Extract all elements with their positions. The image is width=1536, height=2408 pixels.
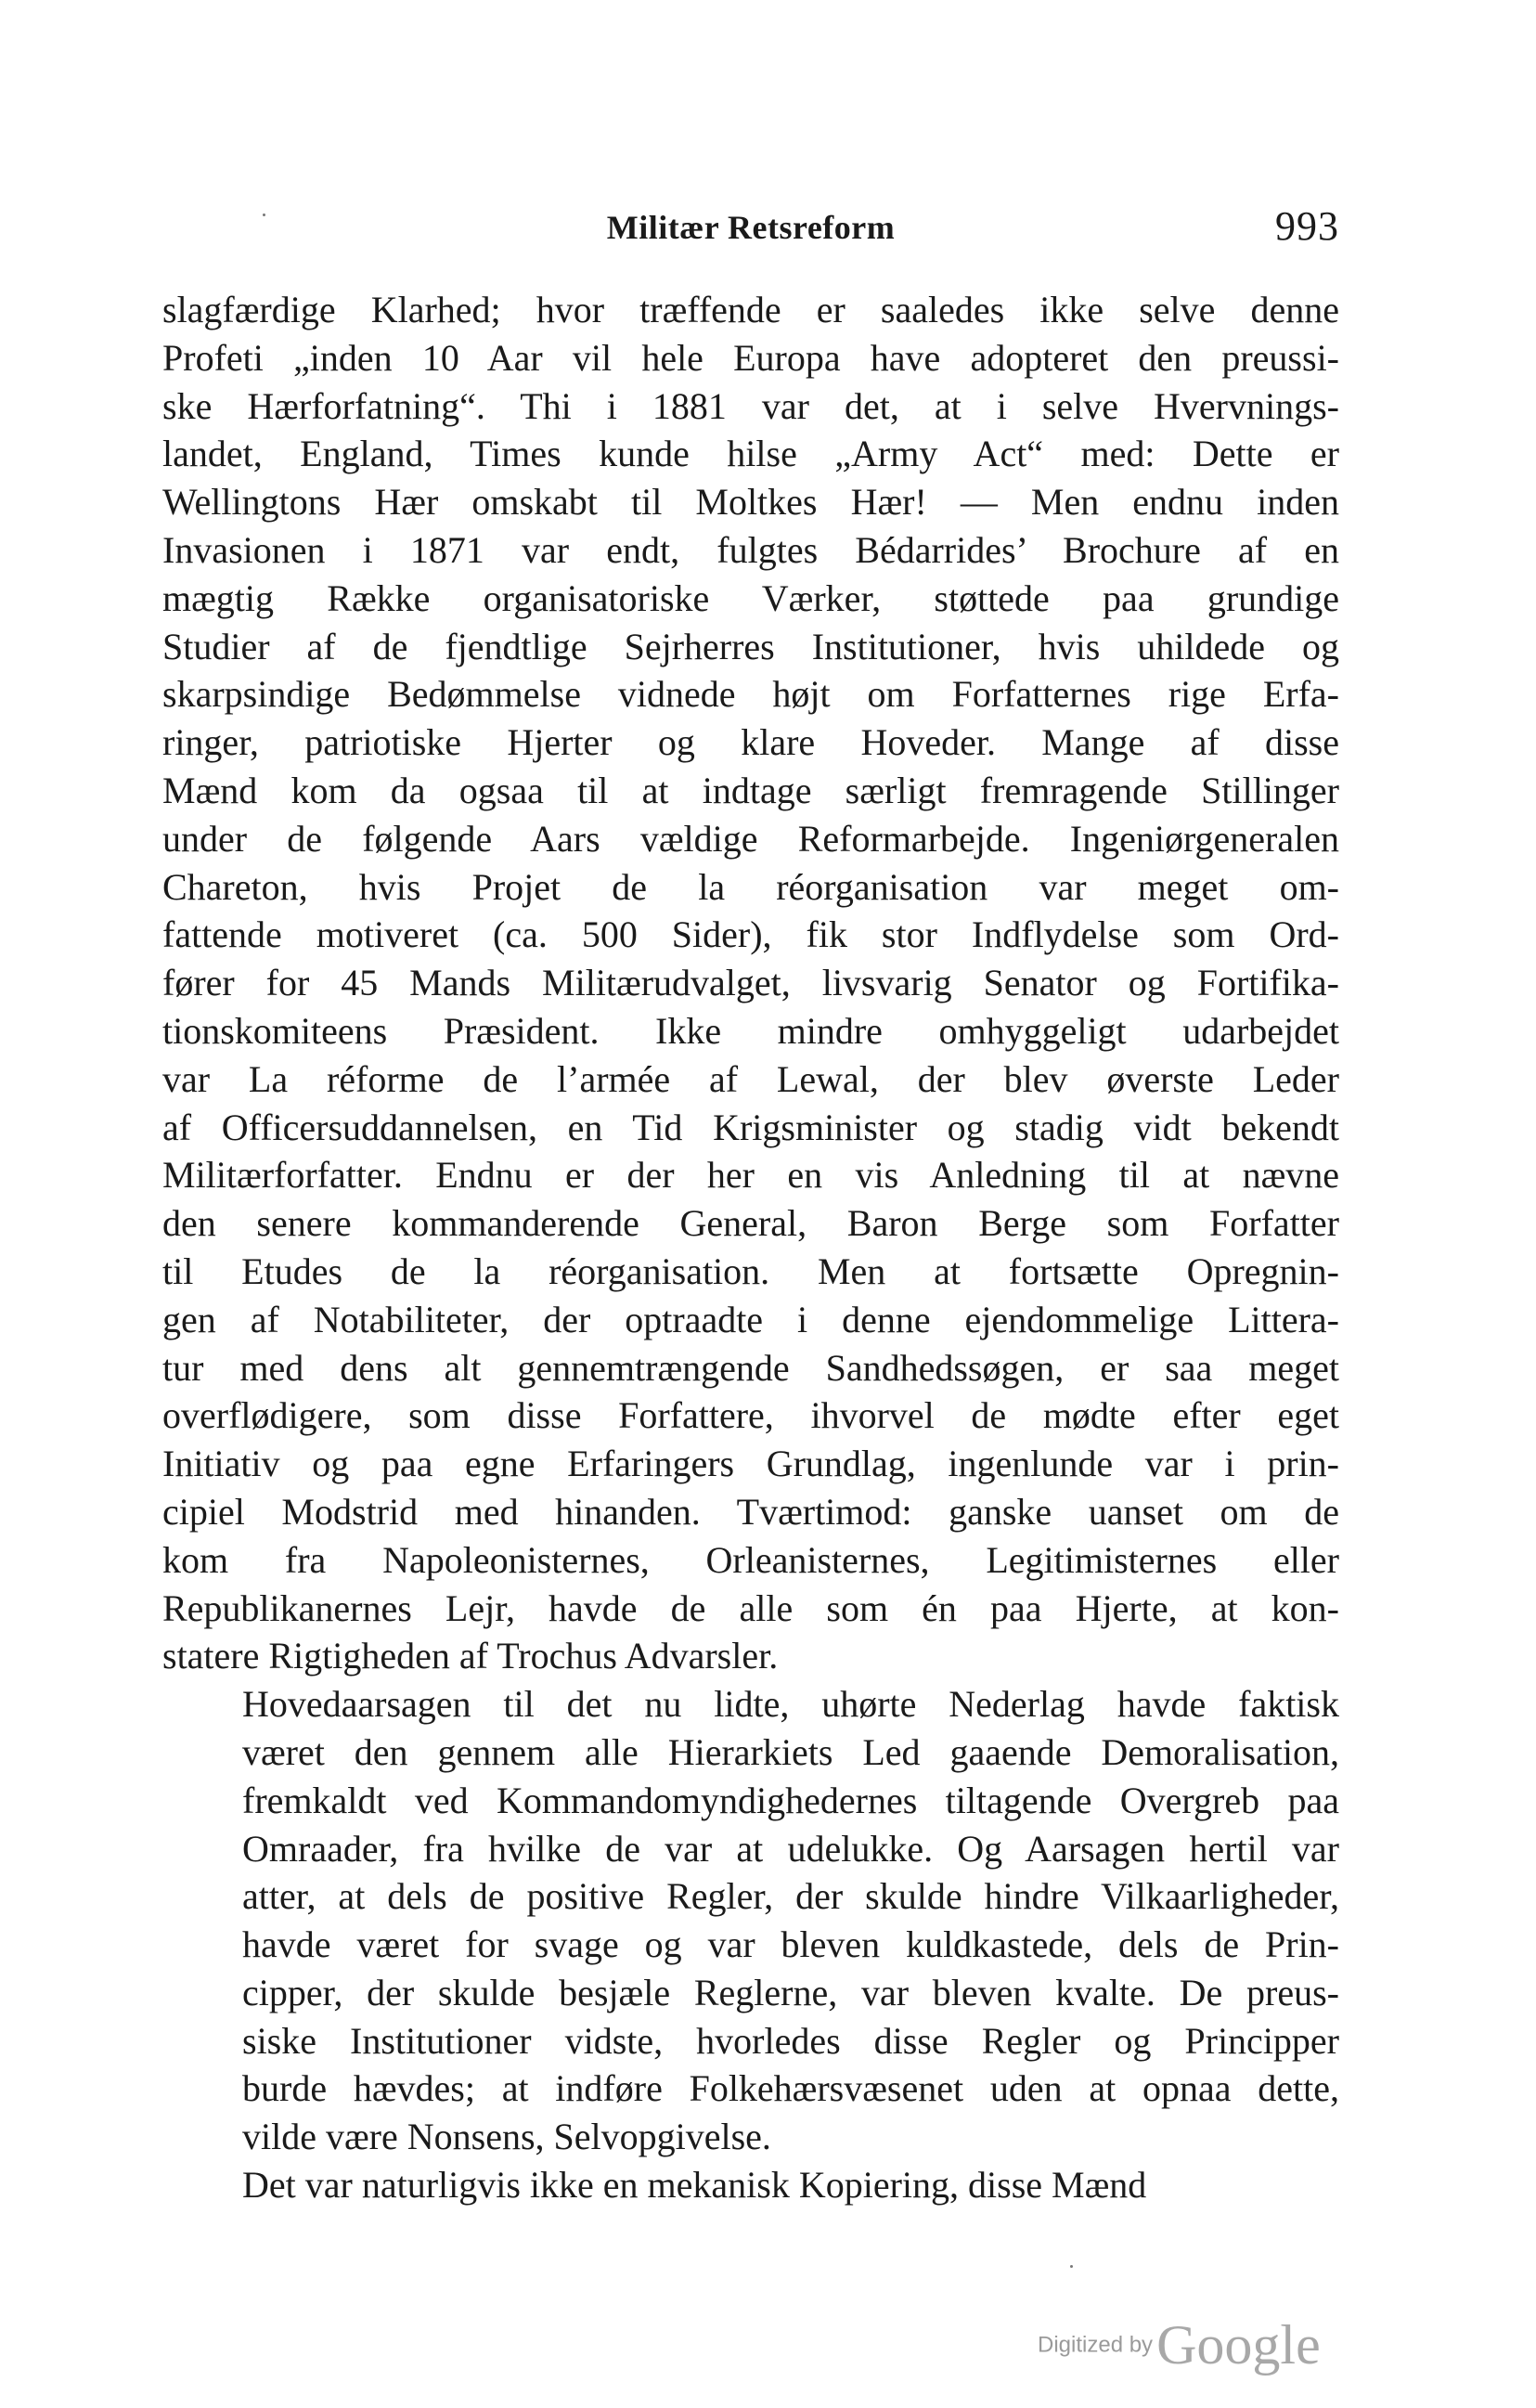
text-line: overflødigere, som disse Forfattere, ihvorvel de mødte efter eget xyxy=(162,1394,1339,1437)
text-line: Hovedaarsagen til det nu lidte, uhørte Nederlag havde faktisk xyxy=(242,1683,1339,1726)
page-header xyxy=(162,202,1339,258)
paragraph xyxy=(162,2161,1339,2209)
page-body xyxy=(162,286,1339,2209)
text-line: Omraader, fra hvilke de var at udelukke. Og Aarsagen hertil var xyxy=(242,1827,1339,1870)
text-line: af Officersuddannelsen, en Tid Krigsminister og stadig vidt bekendt xyxy=(162,1106,1339,1148)
text-line: Invasionen i 1871 var endt, fulgtes Bédarrides’ Brochure af en xyxy=(162,528,1339,571)
text-line: været den gennem alle Hierarkiets Led gaaende Demoralisation, xyxy=(242,1730,1339,1773)
text-line: den senere kommanderende General, Baron Berge som Forfatter xyxy=(162,1202,1339,1245)
text-line: fører for 45 Mands Militærudvalget, livsvarig Senator og Fortifika- xyxy=(162,962,1339,1004)
text-line: Republikanernes Lejr, havde de alle som én paa Hjerte, at kon- xyxy=(162,1586,1339,1629)
book-page xyxy=(162,0,1339,2408)
text-line: burde hævdes; at indføre Folkehærsvæsenet uden at opnaa dette, xyxy=(242,2067,1339,2110)
text-line: gen af Notabiliteter, der optraadte i denne ejendommelige Littera- xyxy=(162,1298,1339,1340)
digitized-watermark xyxy=(1038,2313,1321,2377)
text-line: tur med dens alt gennemtrængende Sandhedssøgen, er saa meget xyxy=(162,1346,1339,1389)
text-line: landet, England, Times kunde hilse „Army Act“ med: Dette er xyxy=(162,433,1339,475)
text-line: siske Institutioner vidste, hvorledes disse Regler og Principper xyxy=(242,2019,1339,2062)
scan-speck xyxy=(263,214,265,216)
text-line: cipiel Modstrid med hinanden. Tværtimod: ganske uanset om de xyxy=(162,1490,1339,1533)
text-line: Militærforfatter. Endnu er der her en vis Anledning til at nævne xyxy=(162,1154,1339,1197)
text-line: til Etudes de la réorganisation. Men at fortsætte Opregnin- xyxy=(162,1249,1339,1292)
text-line: fremkaldt ved Kommandomyndighedernes tiltagende Overgreb paa xyxy=(242,1779,1339,1821)
text-line: fattende motiveret (ca. 500 Sider), fik stor Indflydelse som Ord- xyxy=(162,913,1339,956)
text-line: atter, at dels de positive Regler, der skulde hindre Vilkaarligheder, xyxy=(242,1875,1339,1918)
text-line: Initiativ og paa egne Erfaringers Grundlag, ingenlunde var i prin- xyxy=(162,1443,1339,1485)
text-line: ske Hærforfatning“. Thi i 1881 var det, at i selve Hvervnings- xyxy=(162,384,1339,427)
text-line: statere Rigtigheden af Trochus Advarsler. xyxy=(162,1635,779,1677)
text-line: skarpsindige Bedømmelse vidnede højt om Forfatternes rige Erfa- xyxy=(162,673,1339,716)
paragraph xyxy=(162,1680,1339,2161)
text-line: Profeti „inden 10 Aar vil hele Europa have adopteret den preussi- xyxy=(162,336,1339,379)
scan-speck xyxy=(1070,2265,1073,2268)
text-line: Studier af de fjendtlige Sejrherres Institutioner, hvis uhildede og xyxy=(162,625,1339,667)
paragraph xyxy=(162,286,1339,1680)
text-line: havde været for svage og var bleven kuldkastede, dels de Prin- xyxy=(242,1923,1339,1966)
text-line: ringer, patriotiske Hjerter og klare Hoveder. Mange af disse xyxy=(162,721,1339,764)
text-line: Mænd kom da ogsaa til at indtage særligt fremragende Stillinger xyxy=(162,769,1339,811)
running-title: Militær Retsreform xyxy=(606,209,896,246)
text-line: Det var naturligvis ikke en mekanisk Kopiering, disse Mænd xyxy=(242,2164,1147,2207)
text-line: slagfærdige Klarhed; hvor træffende er saaledes ikke selve denne xyxy=(162,289,1339,330)
google-logo-text: Google xyxy=(1156,2314,1321,2376)
page-number: 993 xyxy=(1275,203,1339,249)
text-line: under de følgende Aars vældige Reformarbejde. Ingeniørgeneralen xyxy=(162,817,1339,860)
text-line: tionskomiteens Præsident. Ikke mindre omhyggeligt udarbejdet xyxy=(162,1009,1339,1052)
text-line: cipper, der skulde besjæle Reglerne, var bleven kvalte. De preus- xyxy=(242,1971,1339,2013)
digitized-label: Digitized by xyxy=(1038,2332,1154,2358)
text-line: Wellingtons Hær omskabt til Moltkes Hær! — Men endnu inden xyxy=(162,481,1339,524)
text-line: mægtig Række organisatoriske Værker, støttede paa grundige xyxy=(162,576,1339,619)
text-line: Chareton, hvis Projet de la réorganisation var meget om- xyxy=(162,865,1339,908)
text-line: vilde være Nonsens, Selvopgivelse. xyxy=(242,2116,771,2158)
text-line: var La réforme de l’armée af Lewal, der blev øverste Leder xyxy=(162,1057,1339,1100)
text-line: kom fra Napoleonisternes, Orleanisternes, Legitimisternes eller xyxy=(162,1538,1339,1581)
